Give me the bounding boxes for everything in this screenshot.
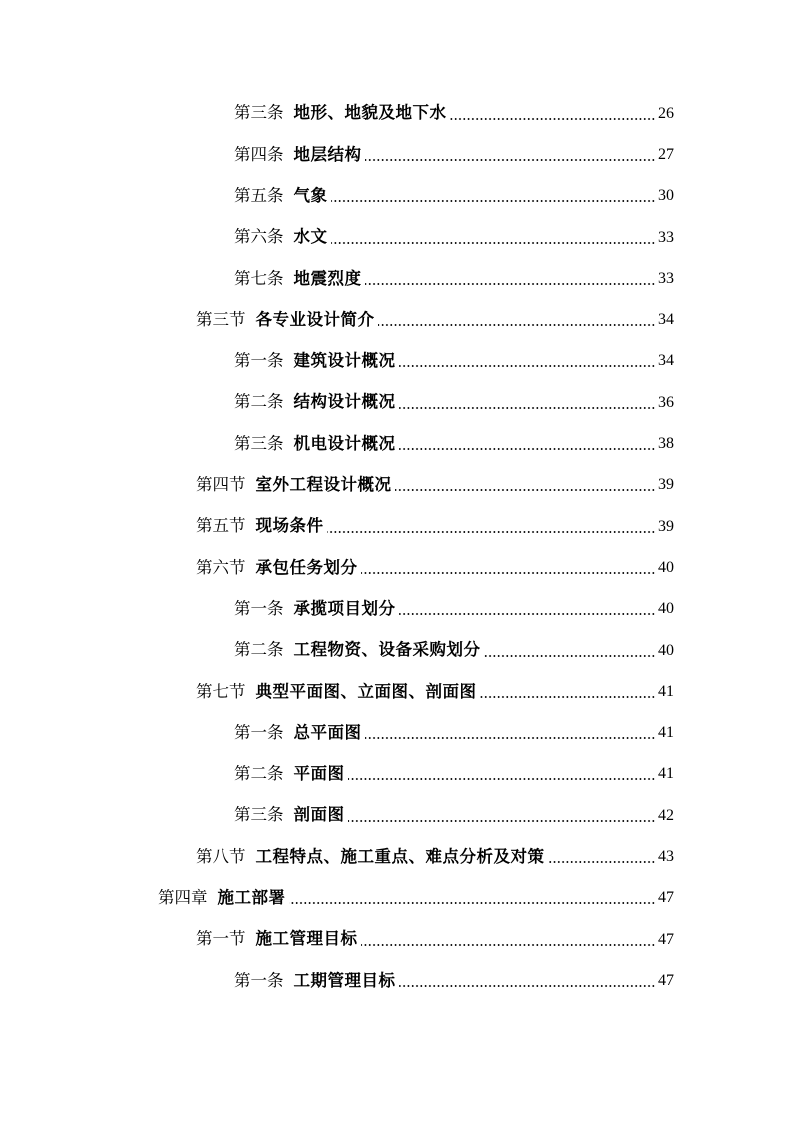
toc-entry-title: 施工管理目标 bbox=[255, 929, 358, 949]
toc-entry-title: 结构设计概况 bbox=[293, 392, 396, 412]
toc-entry-page-number: 40 bbox=[658, 641, 674, 659]
toc-entry-page-number: 33 bbox=[658, 269, 674, 287]
toc-entry[interactable] bbox=[0, 93, 793, 134]
toc-entry[interactable] bbox=[0, 547, 793, 588]
toc-entry[interactable] bbox=[0, 382, 793, 423]
dot-leader bbox=[331, 199, 656, 203]
toc-entry[interactable] bbox=[0, 878, 793, 919]
toc-entry-page-number: 27 bbox=[658, 145, 674, 163]
dot-leader bbox=[361, 943, 656, 947]
dot-leader bbox=[484, 654, 656, 658]
toc-entry-number: 第四条 bbox=[234, 144, 284, 164]
toc-entry-title: 建筑设计概况 bbox=[293, 351, 396, 371]
toc-entry-title: 工程特点、施工重点、难点分析及对策 bbox=[255, 846, 545, 866]
toc-entry-number: 第三条 bbox=[234, 103, 284, 123]
dot-leader bbox=[399, 364, 656, 368]
toc-entry[interactable] bbox=[0, 589, 793, 630]
dot-leader bbox=[327, 530, 656, 534]
toc-entry-title: 现场条件 bbox=[255, 516, 324, 536]
toc-entry-page-number: 47 bbox=[658, 889, 674, 907]
toc-entry-number: 第二条 bbox=[234, 392, 284, 412]
toc-entry-page-number: 42 bbox=[658, 806, 674, 824]
toc-entry-title: 剖面图 bbox=[293, 805, 345, 825]
toc-entry-title: 工程物资、设备采购划分 bbox=[293, 640, 481, 660]
toc-entry-page-number: 47 bbox=[658, 930, 674, 948]
toc-entry-number: 第六节 bbox=[196, 557, 246, 577]
dot-leader bbox=[548, 860, 656, 864]
dot-leader bbox=[331, 241, 656, 245]
toc-entry[interactable] bbox=[0, 506, 793, 547]
toc-entry[interactable] bbox=[0, 423, 793, 464]
toc-entry-number: 第二条 bbox=[234, 640, 284, 660]
toc-entry-title: 地形、地貌及地下水 bbox=[293, 103, 447, 123]
dot-leader bbox=[450, 117, 656, 121]
toc-entry-title: 机电设计概况 bbox=[293, 433, 396, 453]
toc-entry-page-number: 41 bbox=[658, 682, 674, 700]
toc-entry[interactable] bbox=[0, 795, 793, 836]
toc-entry[interactable] bbox=[0, 341, 793, 382]
toc-entry-page-number: 40 bbox=[658, 600, 674, 618]
toc-entry-page-number: 43 bbox=[658, 847, 674, 865]
toc-entry-number: 第四章 bbox=[158, 888, 208, 908]
dot-leader bbox=[348, 819, 656, 823]
toc-entry[interactable] bbox=[0, 712, 793, 753]
toc-entry-page-number: 38 bbox=[658, 435, 674, 453]
toc-entry-title: 总平面图 bbox=[293, 722, 362, 742]
dot-leader bbox=[480, 695, 656, 699]
dot-leader bbox=[395, 488, 656, 492]
toc-entry-number: 第三条 bbox=[234, 805, 284, 825]
dot-leader bbox=[399, 984, 656, 988]
toc-entry-page-number: 40 bbox=[658, 558, 674, 576]
toc-entry-page-number: 41 bbox=[658, 724, 674, 742]
dot-leader bbox=[361, 571, 656, 575]
table-of-contents bbox=[0, 93, 793, 1002]
toc-entry-number: 第五条 bbox=[234, 185, 284, 205]
toc-entry-number: 第七节 bbox=[196, 681, 246, 701]
toc-entry[interactable] bbox=[0, 176, 793, 217]
toc-entry-number: 第一条 bbox=[234, 970, 284, 990]
dot-leader bbox=[365, 282, 656, 286]
dot-leader bbox=[365, 158, 656, 162]
toc-entry-page-number: 30 bbox=[658, 187, 674, 205]
toc-entry-number: 第五节 bbox=[196, 516, 246, 536]
toc-entry-title: 各专业设计简介 bbox=[255, 309, 375, 329]
toc-entry-number: 第二条 bbox=[234, 764, 284, 784]
toc-entry-page-number: 39 bbox=[658, 517, 674, 535]
toc-entry[interactable] bbox=[0, 299, 793, 340]
toc-entry[interactable] bbox=[0, 919, 793, 960]
toc-entry-number: 第四节 bbox=[196, 475, 246, 495]
toc-entry-page-number: 47 bbox=[658, 971, 674, 989]
toc-entry[interactable] bbox=[0, 836, 793, 877]
toc-entry-title: 地震烈度 bbox=[293, 268, 362, 288]
toc-entry[interactable] bbox=[0, 754, 793, 795]
toc-entry-title: 水文 bbox=[293, 227, 328, 247]
toc-entry-number: 第一条 bbox=[234, 598, 284, 618]
toc-entry-page-number: 39 bbox=[658, 476, 674, 494]
toc-entry-number: 第七条 bbox=[234, 268, 284, 288]
dot-leader bbox=[365, 736, 656, 740]
toc-entry-number: 第八节 bbox=[196, 846, 246, 866]
toc-entry[interactable] bbox=[0, 258, 793, 299]
toc-entry-page-number: 26 bbox=[658, 104, 674, 122]
toc-entry[interactable] bbox=[0, 465, 793, 506]
toc-entry[interactable] bbox=[0, 671, 793, 712]
toc-entry-title: 承包任务划分 bbox=[255, 557, 358, 577]
toc-entry-title: 工期管理目标 bbox=[293, 970, 396, 990]
toc-entry-title: 承揽项目划分 bbox=[293, 598, 396, 618]
toc-entry-page-number: 33 bbox=[658, 228, 674, 246]
toc-entry-title: 平面图 bbox=[293, 764, 345, 784]
dot-leader bbox=[399, 406, 656, 410]
dot-leader bbox=[378, 323, 656, 327]
toc-entry[interactable] bbox=[0, 217, 793, 258]
toc-entry-number: 第一节 bbox=[196, 929, 246, 949]
toc-entry-title: 气象 bbox=[293, 185, 328, 205]
toc-entry-page-number: 34 bbox=[658, 311, 674, 329]
dot-leader bbox=[289, 901, 656, 905]
toc-entry-page-number: 36 bbox=[658, 393, 674, 411]
dot-leader bbox=[399, 612, 656, 616]
dot-leader bbox=[399, 447, 656, 451]
toc-entry-number: 第三条 bbox=[234, 433, 284, 453]
dot-leader bbox=[348, 777, 656, 781]
toc-entry-title: 施工部署 bbox=[217, 888, 286, 908]
toc-entry-number: 第三节 bbox=[196, 309, 246, 329]
toc-entry[interactable] bbox=[0, 960, 793, 1001]
toc-entry-number: 第一条 bbox=[234, 722, 284, 742]
toc-entry-page-number: 34 bbox=[658, 352, 674, 370]
toc-entry-number: 第一条 bbox=[234, 351, 284, 371]
toc-entry[interactable] bbox=[0, 630, 793, 671]
toc-entry[interactable] bbox=[0, 134, 793, 175]
toc-entry-page-number: 41 bbox=[658, 765, 674, 783]
toc-entry-title: 室外工程设计概况 bbox=[255, 475, 392, 495]
toc-entry-title: 地层结构 bbox=[293, 144, 362, 164]
toc-entry-title: 典型平面图、立面图、剖面图 bbox=[255, 681, 477, 701]
toc-entry-number: 第六条 bbox=[234, 227, 284, 247]
